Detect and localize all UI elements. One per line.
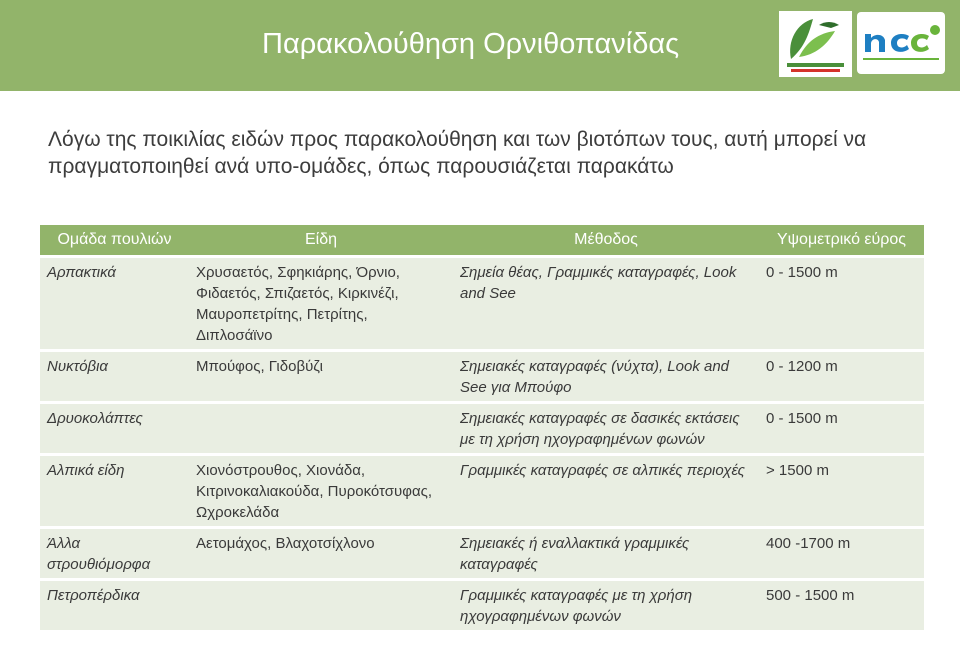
table-row [40,581,924,630]
cell-species: Χρυσαετός, Σφηκιάρης, Όρνιο, Φιδαετός, Σπιζαετός, Κιρκινέζι, Μαυροπετρίτης, Πετρίτης, Διπλοσάϊνο [189,258,453,349]
column-header-method: Μέθοδος [453,225,759,255]
cell-range: 0 - 1500 m [759,258,924,349]
bird-groups-table [40,222,924,633]
table-header-row [40,225,924,255]
header-bar [0,0,960,91]
cell-method: Γραμμικές καταγραφές με τη χρήση ηχογραφημένων φωνών [453,581,759,630]
management-body-logo [779,11,852,77]
cell-method: Σημειακές καταγραφές σε δασικές εκτάσεις με τη χρήση ηχογραφημένων φωνών [453,404,759,453]
column-header-range: Υψομετρικό εύρος [759,225,924,255]
cell-group: Νυκτόβια [40,352,189,401]
cell-species: Αετομάχος, Βλαχοτσίχλονο [189,529,453,578]
column-header-species: Είδη [189,225,453,255]
cell-group: Άλλα στρουθιόμορφα [40,529,189,578]
cell-species: Χιονόστρουθος, Χιονάδα, Κιτρινοκαλιακούδα, Πυροκότσυφας, Ωχροκελάδα [189,456,453,526]
column-header-group: Ομάδα πουλιών [40,225,189,255]
page-title: Παρακολούθηση Ορνιθοπανίδας [262,28,680,60]
cell-group: Αρπακτικά [40,258,189,349]
cell-method: Σημειακές ή εναλλακτικά γραμμικές καταγραφές [453,529,759,578]
table-row [40,258,924,349]
cell-range: 500 - 1500 m [759,581,924,630]
cell-range: 0 - 1500 m [759,404,924,453]
cell-group: Αλπικά είδη [40,456,189,526]
intro-text: Λόγω της ποικιλίας ειδών προς παρακολούθηση και των βιοτόπων τους, αυτή μπορεί να πραγματοποιηθεί ανά υπο-ομάδες, όπως παρουσιάζεται παρακάτω [48,128,867,178]
cell-group: Δρυοκολάπτες [40,404,189,453]
cell-species [189,404,453,453]
ncc-logo [857,12,945,74]
table-row [40,529,924,578]
cell-group: Πετροπέρδικα [40,581,189,630]
cell-method: Γραμμικές καταγραφές σε αλπικές περιοχές [453,456,759,526]
cell-species: Μπούφος, Γιδοβύζι [189,352,453,401]
cell-species [189,581,453,630]
table-row [40,404,924,453]
cell-method: Σημειακές καταγραφές (νύχτα), Look and See για Μπούφο [453,352,759,401]
cell-range: 0 - 1200 m [759,352,924,401]
table-row [40,352,924,401]
cell-method: Σημεία θέας, Γραμμικές καταγραφές, Look and See [453,258,759,349]
table-row [40,456,924,526]
cell-range: 400 -1700 m [759,529,924,578]
cell-range: > 1500 m [759,456,924,526]
ncc-mark-icon [857,12,945,74]
